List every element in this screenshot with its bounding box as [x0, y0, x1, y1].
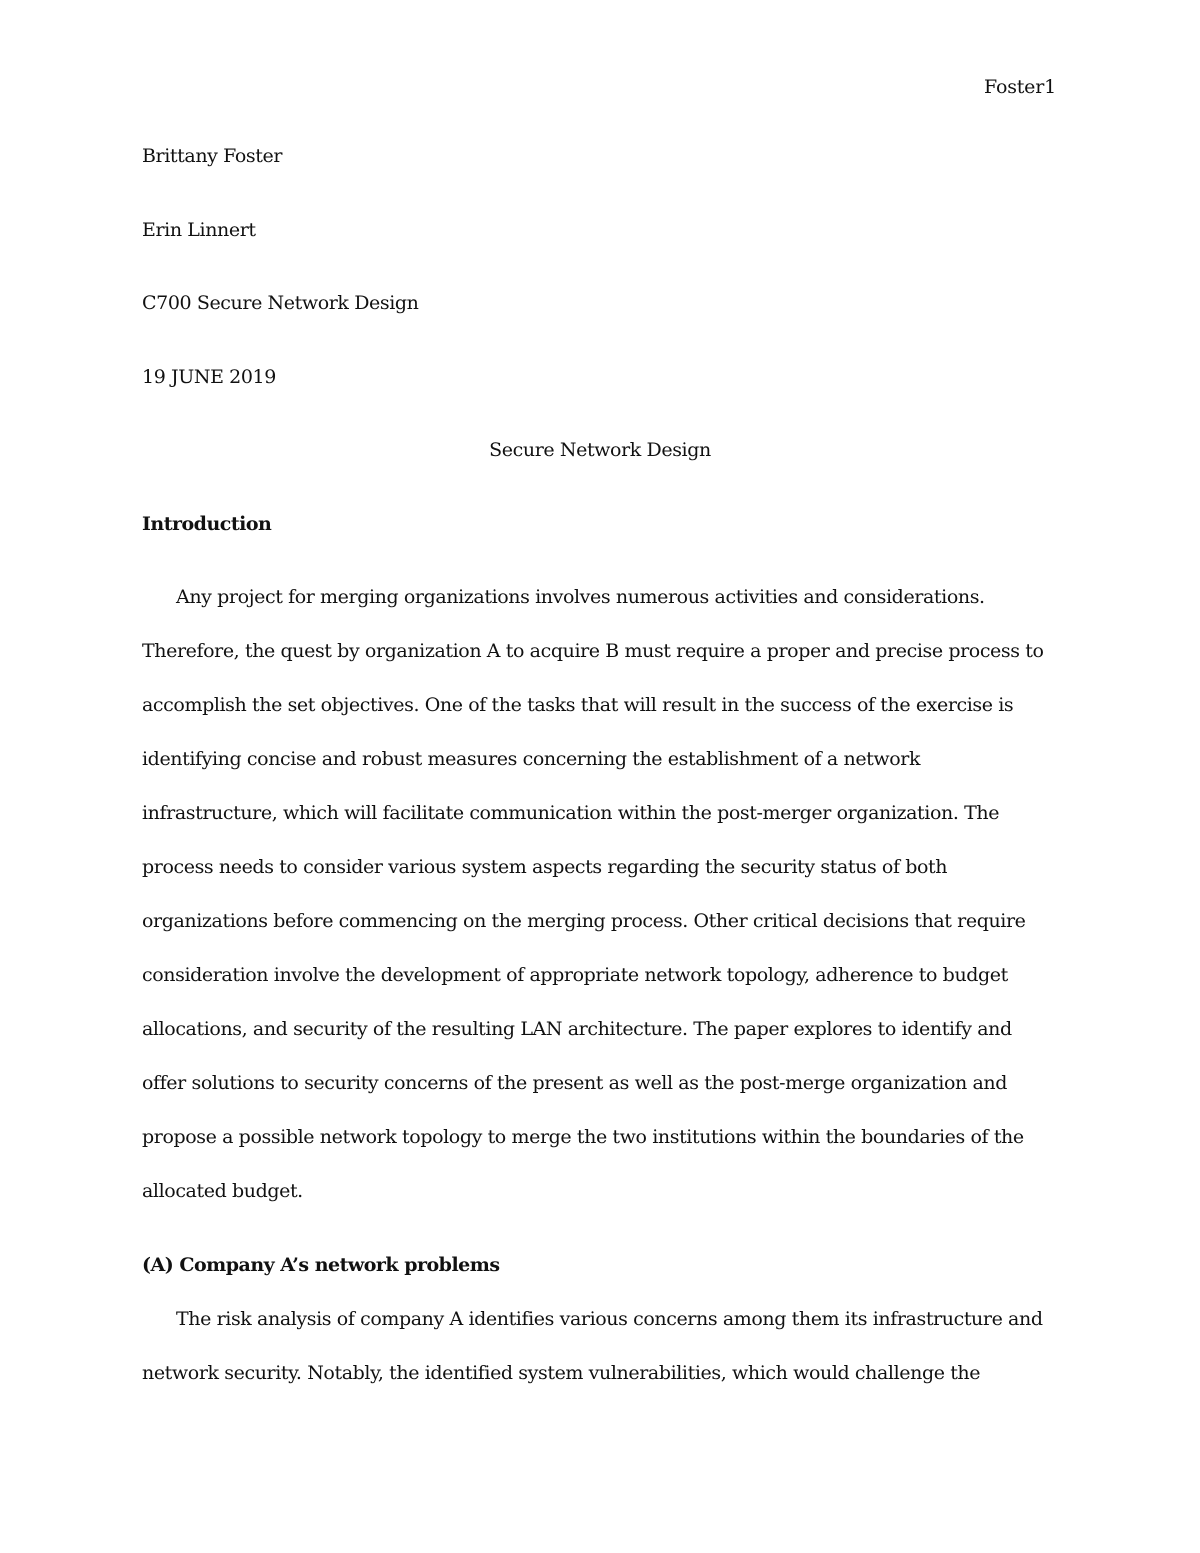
text-line: Therefore, the quest by organization A to acquire B must require a proper and precise process to	[142, 640, 1044, 662]
text-line: offer solutions to security concerns of the present as well as the post-merge organization and	[142, 1072, 1007, 1094]
paragraph-company-a	[142, 1306, 1058, 1414]
text-line: consideration involve the development of appropriate network topology, adherence to budget	[142, 964, 1008, 986]
text-line: infrastructure, which will facilitate communication within the post-merger organization. The	[142, 802, 1000, 824]
document-title: Secure Network Design	[489, 439, 711, 461]
course-name: C700 Secure Network Design	[142, 292, 419, 314]
text-line: allocations, and security of the resulting LAN architecture. The paper explores to identify and	[142, 1018, 1012, 1040]
text-line: The risk analysis of company A identifies various concerns among them its infrastructure and	[176, 1308, 1043, 1330]
author-name: Brittany Foster	[142, 145, 283, 167]
text-line: Any project for merging organizations involves numerous activities and considerations.	[176, 586, 985, 608]
text-line: identifying concise and robust measures concerning the establishment of a network	[142, 748, 921, 770]
paragraph-introduction	[142, 584, 1058, 1232]
document-date: 19 JUNE 2019	[142, 365, 276, 388]
section-heading-introduction: Introduction	[142, 512, 272, 535]
text-line: allocated budget.	[142, 1180, 303, 1202]
page-header-number: Foster1	[984, 76, 1056, 98]
text-line: organizations before commencing on the merging process. Other critical decisions that require	[142, 910, 1026, 932]
instructor-name: Erin Linnert	[142, 218, 256, 241]
document-body	[142, 143, 1058, 1434]
text-line: network security. Notably, the identified system vulnerabilities, which would challenge the	[142, 1362, 981, 1384]
text-line: propose a possible network topology to merge the two institutions within the boundaries of the	[142, 1126, 1024, 1148]
text-line: accomplish the set objectives. One of the tasks that will result in the success of the exercise is	[142, 694, 1014, 716]
text-line: process needs to consider various system aspects regarding the security status of both	[142, 856, 948, 878]
section-heading-company-a-network-problems: (A) Company A’s network problems	[142, 1254, 500, 1276]
